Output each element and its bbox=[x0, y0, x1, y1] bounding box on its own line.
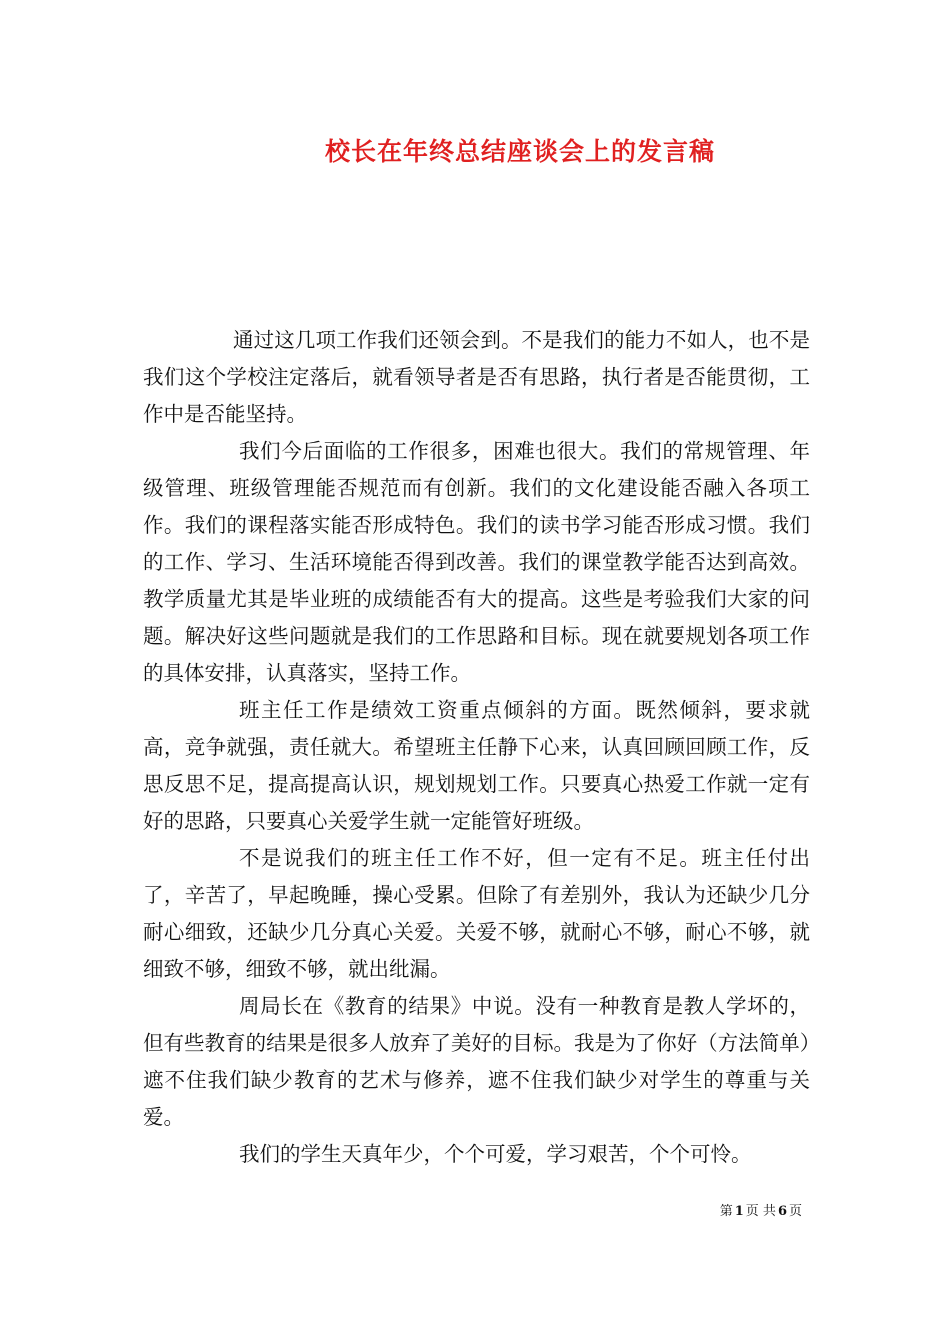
document-body bbox=[143, 322, 810, 1173]
paragraph-2: 我们今后面临的工作很多，困难也很大。我们的常规管理、年级管理、班级管理能否规范而有创新。我们的文化建设能否融入各项工作。我们的课程落实能否形成特色。我们的读书学习能否形成习惯。我们的工作、学习、生活环境能否得到改善。我们的课堂教学能否达到高效。教学质量尤其是毕业班的成绩能否有大的提高。这些是考验我们大家的问题。解决好这些问题就是我们的工作思路和目标。现在就要规划各项工作的具体安排，认真落实，坚持工作。 bbox=[143, 439, 810, 685]
footer-suffix: 页 bbox=[788, 1204, 802, 1219]
current-page-number: 1 bbox=[734, 1204, 744, 1219]
footer-prefix: 第 bbox=[719, 1204, 733, 1219]
footer-middle: 页 共 bbox=[745, 1204, 776, 1219]
total-pages-number: 6 bbox=[777, 1204, 787, 1219]
paragraph-4: 不是说我们的班主任工作不好，但一定有不足。班主任付出了，辛苦了，早起晚睡，操心受累。但除了有差别外，我认为还缺少几分耐心细致，还缺少几分真心关爱。关爱不够，就耐心不够，耐心不够，就细致不够，细致不够，就出纰漏。 bbox=[143, 846, 810, 981]
page-number-footer bbox=[720, 1203, 802, 1221]
paragraph-5: 周局长在《教育的结果》中说。没有一种教育是教人学坏的，但有些教育的结果是很多人放弃了美好的目标。我是为了你好（方法简单）遮不住我们缺少教育的艺术与修养，遮不住我们缺少对学生的尊重与关爱。 bbox=[143, 994, 810, 1129]
paragraph-1: 通过这几项工作我们还领会到。不是我们的能力不如人，也不是我们这个学校注定落后，就看领导者是否有思路，执行者是否能贯彻，工作中是否能坚持。 bbox=[143, 328, 810, 426]
paragraph-3: 班主任工作是绩效工资重点倾斜的方面。既然倾斜，要求就高，竞争就强，责任就大。希望班主任静下心来，认真回顾回顾工作，反思反思不足，提高提高认识，规划规划工作。只要真心热爱工作就一定有好的思路，只要真心关爱学生就一定能管好班级。 bbox=[143, 698, 810, 833]
paragraph-6: 我们的学生天真年少，个个可爱，学习艰苦，个个可怜。 bbox=[239, 1142, 752, 1166]
document-title: 校长在年终总结座谈会上的发言稿 bbox=[324, 137, 715, 166]
